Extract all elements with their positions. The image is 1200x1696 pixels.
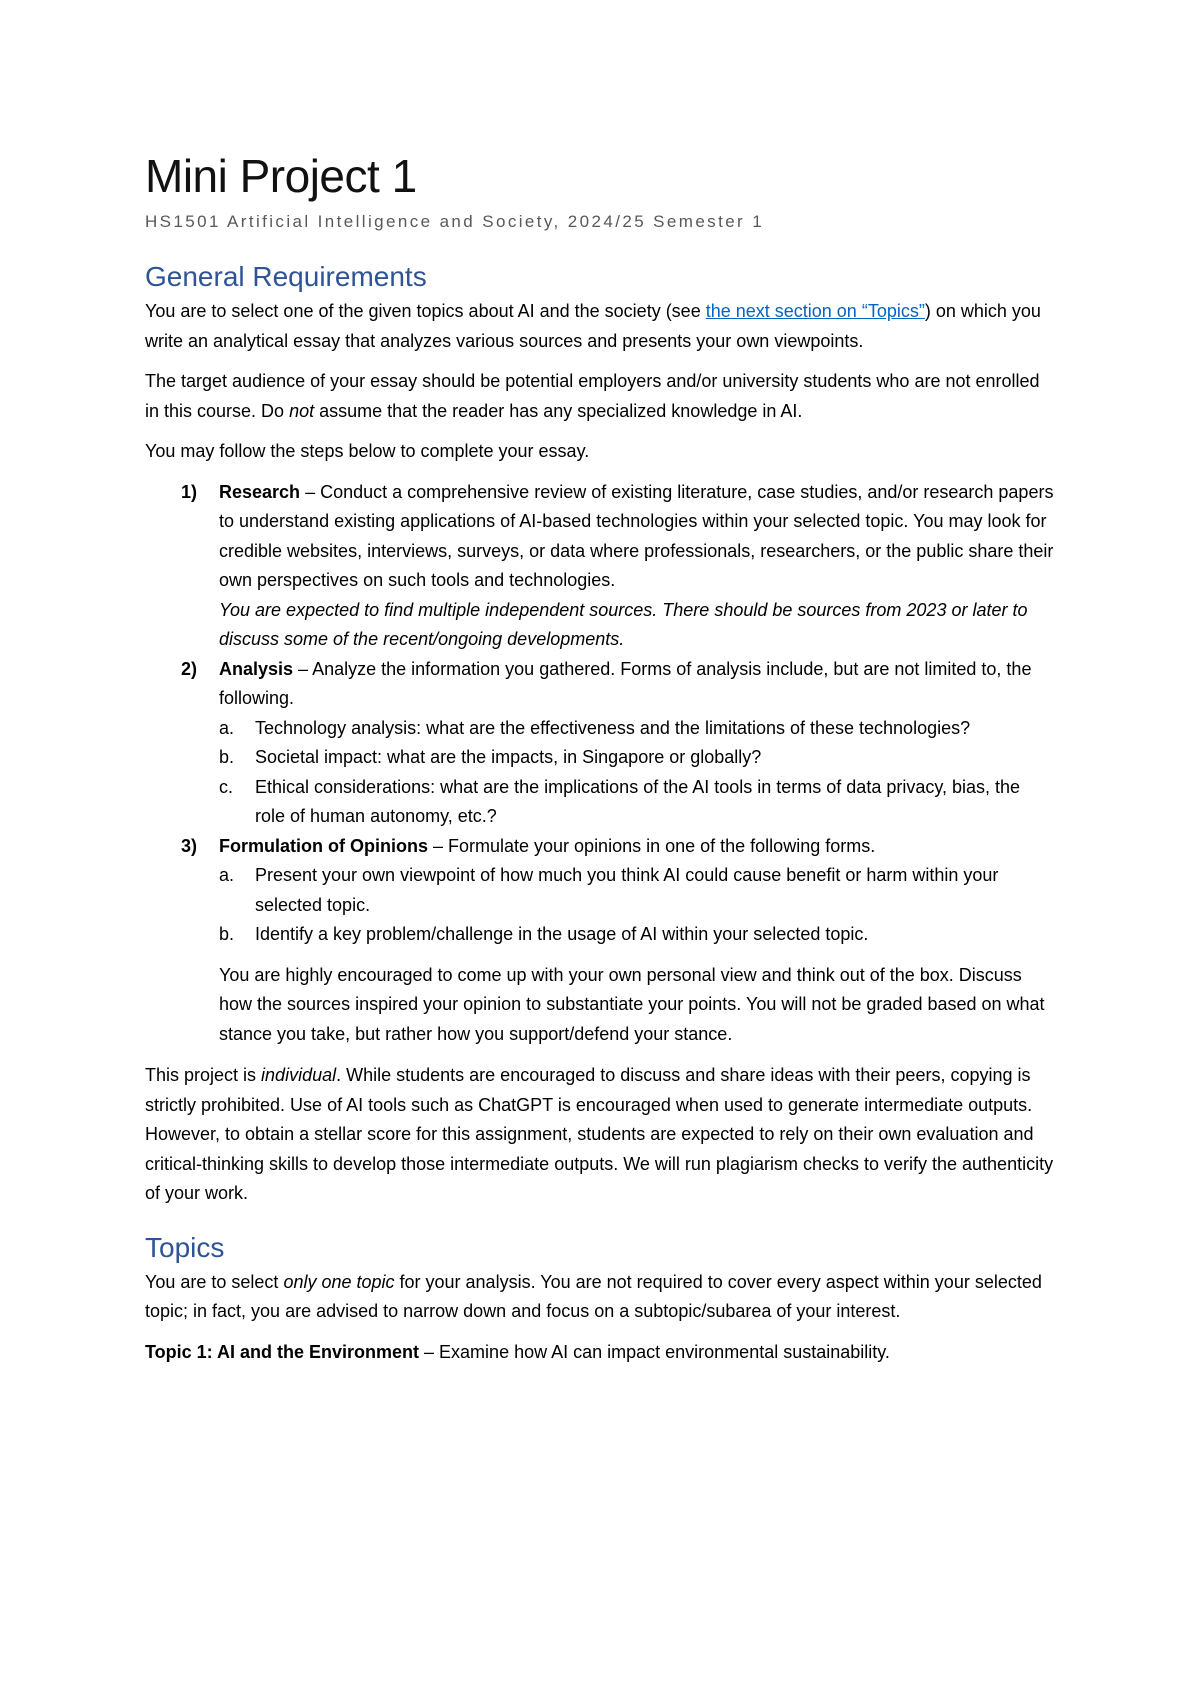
step-title: Analysis xyxy=(219,658,294,679)
list-item: a. Present your own viewpoint of how much you think AI could cause benefit or harm within your selected topic. xyxy=(219,865,999,915)
step-research: 1) Research – Conduct a comprehensive review of existing literature, case studies, and/or research papers to understand existing applications of AI-based technologies within your selected topic. You may look for credible websites, interviews, surveys, or data where professionals, researchers, or the public share their own perspectives on such tools and technologies. You are expected to find multiple independent sources. There should be sources from 2023 or later to discuss some of the recent/ongoing developments. xyxy=(145,478,1055,655)
step-number: 2) xyxy=(181,658,198,679)
topics-paragraph-1: You are to select only one topic for your analysis. You are not required to cover every aspect within your selected topic; in fact, you are advised to narrow down and focus on a subtopic/subarea of your interest. xyxy=(145,1271,1042,1321)
step-title: Research xyxy=(219,481,301,502)
general-paragraph-4: This project is individual. While students are encouraged to discuss and share ideas with their peers, copying is strictly prohibited. Use of AI tools such as ChatGPT is encouraged when used to generate intermediate outputs. However, to obtain a stellar score for this assignment, students are expected to rely on their own evaluation and critical-thinking skills to develop those intermediate outputs. We will run plagiarism checks to verify the authenticity of your work. xyxy=(145,1065,1054,1203)
step-title: Formulation of Opinions xyxy=(219,835,428,856)
step-note: You are expected to find multiple independent sources. There should be sources from 2023 or later to discuss some of the recent/ongoing developments. xyxy=(219,599,1028,649)
topic-1-label: Topic 1: AI and the Environment xyxy=(145,1341,420,1362)
list-item: c. Ethical considerations: what are the implications of the AI tools in terms of data privacy, bias, the role of human autonomy, etc.? xyxy=(219,776,1021,826)
page-title: Mini Project 1 xyxy=(145,150,417,202)
formulation-sublist xyxy=(219,861,1055,950)
list-item: b. Identify a key problem/challenge in the usage of AI within your selected topic. xyxy=(219,924,869,944)
list-item: b. Societal impact: what are the impacts, in Singapore or globally? xyxy=(219,747,762,767)
topics-section-link[interactable]: the next section on “Topics” xyxy=(705,301,925,321)
general-paragraph-2: The target audience of your essay should be potential employers and/or university students who are not enrolled in this course. Do not assume that the reader has any specialized knowledge in AI. xyxy=(145,371,1040,421)
heading-topics: Topics xyxy=(145,1231,225,1263)
step-analysis: 2) Analysis – Analyze the information you gathered. Forms of analysis include, but are not limited to, the following. a. Technology analysis: what are the effectiveness and the limitations of these technologies? b. Societal impact: what are the impacts, in Singapore or globally? c. Ethical considerations: what are the implications of the AI tools in terms of data privacy, bias, the role of human autonomy, etc.? xyxy=(145,655,1055,832)
step-formulation: 3) Formulation of Opinions – Formulate your opinions in one of the following forms. a. Present your own viewpoint of how much you think AI could cause benefit or harm within your selected topic. b. Identify a key problem/challenge in the usage of AI within your selected topic. xyxy=(145,832,1055,950)
encourage-paragraph: You are highly encouraged to come up with your own personal view and think out of the box. Discuss how the sources inspired your opinion to substantiate your points. You will not be graded based on what stance you take, but rather how you support/defend your stance. xyxy=(219,964,1045,1044)
heading-general-requirements: General Requirements xyxy=(145,261,427,292)
step-number: 3) xyxy=(181,835,198,856)
list-item: a. Technology analysis: what are the effectiveness and the limitations of these technologies? xyxy=(219,717,971,738)
analysis-sublist xyxy=(219,714,1055,832)
topic-1: Topic 1: AI and the Environment – Examine how AI can impact environmental sustainability. xyxy=(145,1341,890,1362)
general-paragraph-1: You are to select one of the given topics about AI and the society (see the next section on “Topics”) on which you write an analytical essay that analyzes various sources and presents your own viewpoints. xyxy=(145,301,1041,351)
step-number: 1) xyxy=(181,481,198,502)
steps-list xyxy=(145,478,1055,950)
page-subtitle: HS1501 Artificial Intelligence and Society, 2024/25 Semester 1 xyxy=(145,212,765,231)
general-paragraph-3: You may follow the steps below to complete your essay. xyxy=(145,441,590,461)
